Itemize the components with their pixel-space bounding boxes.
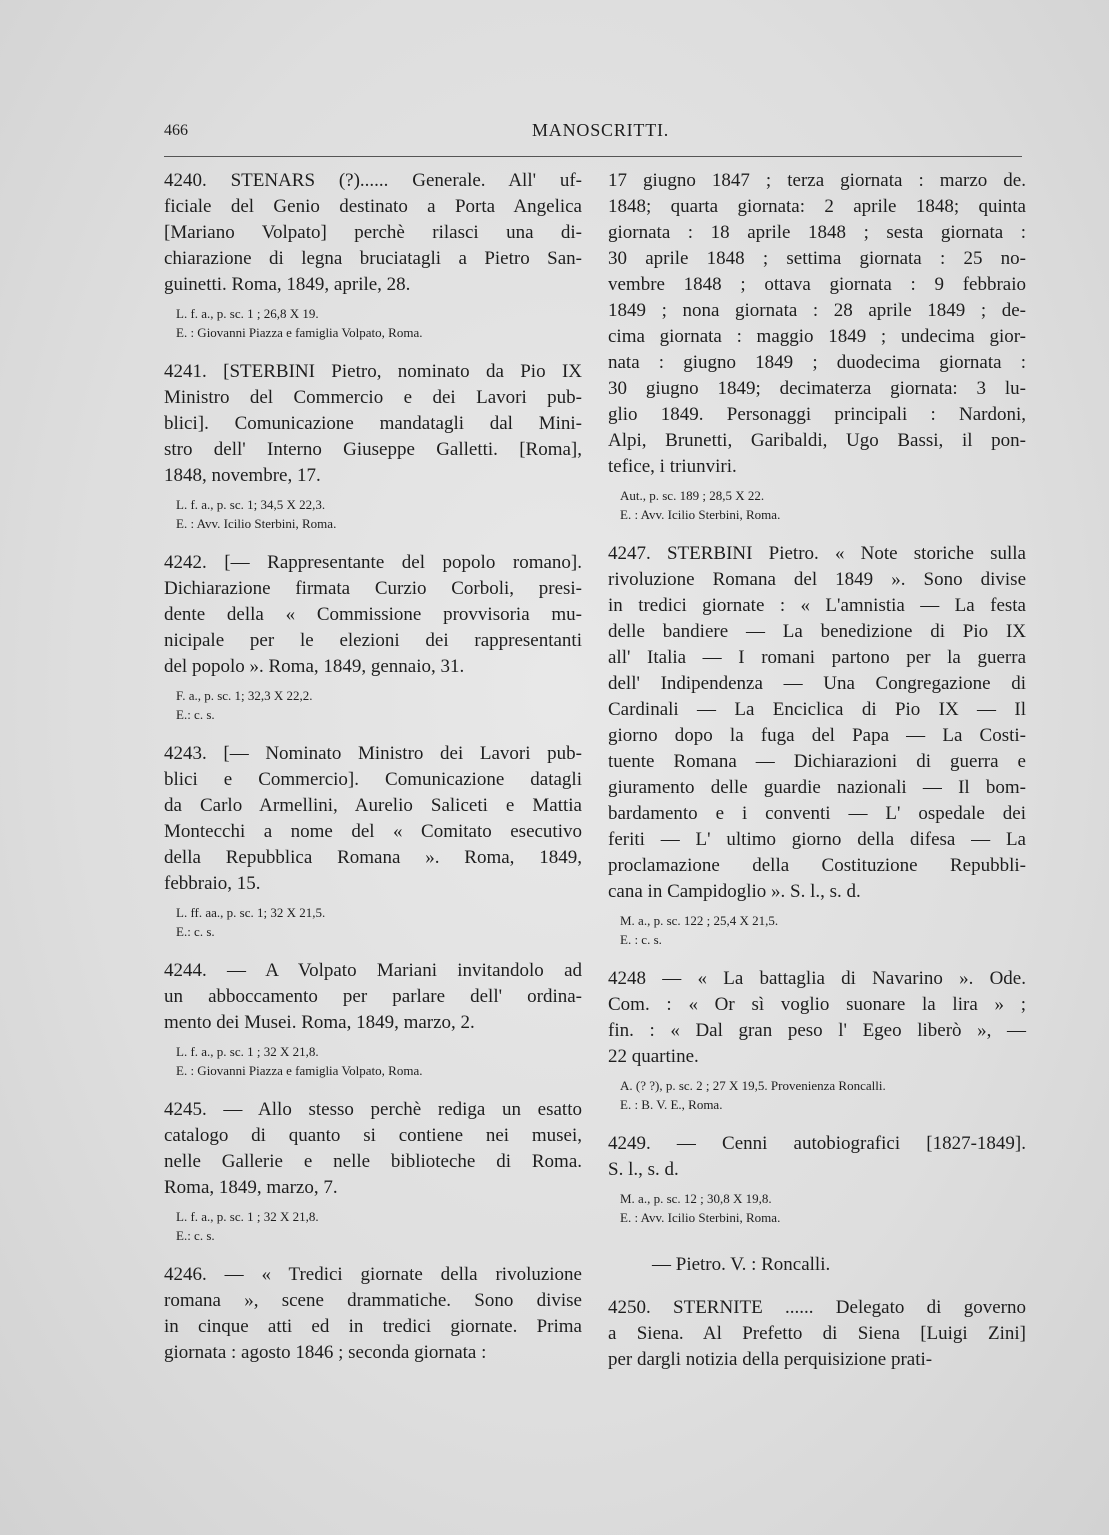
entry-line: giornata : 18 aprile 1848 ; sesta giornata : xyxy=(608,222,1026,243)
entry-note: M. a., p. sc. 122 ; 25,4 X 21,5. xyxy=(620,913,779,928)
entry-line: 22 quartine. xyxy=(608,1046,699,1067)
entry-line: romana », scene drammatiche. Sono divise xyxy=(164,1290,582,1311)
entry-line: giuramento delle guardie nazionali — Il bom- xyxy=(608,777,1026,798)
entry-line: 30 aprile 1848 ; settima giornata : 25 no- xyxy=(608,248,1026,269)
entry-note: L. ff. aa., p. sc. 1; 32 X 21,5. xyxy=(176,905,326,920)
catalog-entry xyxy=(164,958,582,1080)
entry-line: dente della « Commissione provvisoria mu- xyxy=(164,604,582,625)
entry-line: della Repubblica Romana ». Roma, 1849, xyxy=(164,847,582,868)
entry-notes xyxy=(164,1207,582,1245)
entry-line: nata : giugno 1849 ; duodecima giornata : xyxy=(608,352,1026,373)
entry-line: stro dell' Interno Giuseppe Galletti. [Roma], xyxy=(164,439,582,460)
page-number: 466 xyxy=(164,122,188,139)
entry-line: 4241. [STERBINI Pietro, nominato da Pio IX xyxy=(164,361,582,382)
entry-line: vembre 1848 ; ottava giornata : 9 febbraio xyxy=(608,274,1026,295)
entry-line: Montecchi a nome del « Comitato esecutivo xyxy=(164,821,582,842)
entry-line: 4243. [— Nominato Ministro dei Lavori pub- xyxy=(164,743,582,764)
entry-text xyxy=(164,1262,582,1366)
entry-line: catalogo di quanto si contiene nei musei, xyxy=(164,1125,582,1146)
entry-line: glio 1849. Personaggi principali : Nardoni, xyxy=(608,404,1026,425)
entry-notes xyxy=(164,495,582,533)
entry-note: E.: c. s. xyxy=(176,707,215,722)
entry-note: Aut., p. sc. 189 ; 28,5 X 22. xyxy=(620,488,765,503)
entry-notes xyxy=(608,911,1026,949)
entry-line: blici]. Comunicazione mandatagli dal Mini- xyxy=(164,413,582,434)
entry-line: dell' Indipendenza — Una Congregazione di xyxy=(608,673,1026,694)
entry-text xyxy=(164,168,582,298)
entry-text xyxy=(608,541,1026,905)
entry-text xyxy=(608,1131,1026,1183)
entry-line: fin. : « Dal gran peso l' Egeo liberò », — xyxy=(608,1020,1026,1041)
entry-text xyxy=(164,359,582,489)
catalog-entry xyxy=(608,168,1026,524)
entry-line: all' Italia — I romani partono per la guerra xyxy=(608,647,1026,668)
entry-gap xyxy=(164,1080,582,1097)
entry-line: blici e Commercio]. Comunicazione datagli xyxy=(164,769,582,790)
entry-line: 1849 ; nona giornata : 28 aprile 1849 ; de- xyxy=(608,300,1026,321)
entry-line: 4245. — Allo stesso perchè rediga un esatto xyxy=(164,1099,582,1120)
entry-note: F. a., p. sc. 1; 32,3 X 22,2. xyxy=(176,688,313,703)
entry-line: 1848; quarta giornata: 2 aprile 1848; quinta xyxy=(608,196,1026,217)
catalog-entry xyxy=(608,1131,1026,1227)
entry-line: del popolo ». Roma, 1849, gennaio, 31. xyxy=(164,656,465,677)
entry-line: nelle Gallerie e nelle biblioteche di Roma. xyxy=(164,1151,582,1172)
entry-line: nicipale per le elezioni dei rappresentanti xyxy=(164,630,582,651)
entry-line: proclamazione della Costituzione Repubbli- xyxy=(608,855,1026,876)
entry-gap xyxy=(164,1245,582,1262)
entry-line: Cardinali — La Enciclica di Pio IX — Il xyxy=(608,699,1026,720)
entry-note: L. f. a., p. sc. 1 ; 32 X 21,8. xyxy=(176,1209,319,1224)
entry-line: mento dei Musei. Roma, 1849, marzo, 2. xyxy=(164,1012,475,1033)
entry-note: E. : Giovanni Piazza e famiglia Volpato, Roma. xyxy=(176,1063,423,1078)
entry-text xyxy=(164,958,582,1036)
entry-line: 4240. STENARS (?)...... Generale. All' uf- xyxy=(164,170,582,191)
entry-notes xyxy=(608,1076,1026,1114)
catalog-entry xyxy=(164,1262,582,1366)
entry-notes xyxy=(164,1042,582,1080)
entry-text xyxy=(164,741,582,897)
entry-note: E. : c. s. xyxy=(620,932,662,947)
entry-line: chiarazione di legna bruciatagli a Pietro San- xyxy=(164,248,582,269)
entry-line: Dichiarazione firmata Curzio Corboli, presi- xyxy=(164,578,582,599)
entry-text xyxy=(164,1097,582,1201)
entry-note: L. f. a., p. sc. 1 ; 32 X 21,8. xyxy=(176,1044,319,1059)
entry-line: in tredici giornate : « L'amnistia — La festa xyxy=(608,595,1026,616)
entry-note: L. f. a., p. sc. 1; 34,5 X 22,3. xyxy=(176,497,326,512)
catalog-entry xyxy=(608,1295,1026,1373)
catalog-entry xyxy=(164,741,582,941)
entry-line: delle bandiere — La benedizione di Pio IX xyxy=(608,621,1026,642)
entry-line: Alpi, Brunetti, Garibaldi, Ugo Bassi, il pon- xyxy=(608,430,1026,451)
entry-note: E. : Avv. Icilio Sterbini, Roma. xyxy=(176,516,337,531)
entry-gap xyxy=(608,1114,1026,1131)
entry-notes xyxy=(164,686,582,724)
catalog-entry xyxy=(164,168,582,342)
entry-gap xyxy=(164,724,582,741)
header-rule xyxy=(164,156,1022,157)
entry-line: 4249. — Cenni autobiografici [1827-1849]. xyxy=(608,1133,1026,1154)
right-column xyxy=(608,168,1026,1373)
entry-line: ficiale del Genio destinato a Porta Angelica xyxy=(164,196,582,217)
entry-note: E. : Avv. Icilio Sterbini, Roma. xyxy=(620,1210,781,1225)
catalog-entry xyxy=(164,1097,582,1245)
entry-line: 17 giugno 1847 ; terza giornata : marzo de. xyxy=(608,170,1026,191)
entry-note: E. : Giovanni Piazza e famiglia Volpato, Roma. xyxy=(176,325,423,340)
entry-line: [Mariano Volpato] perchè rilasci una di- xyxy=(164,222,582,243)
entry-line: S. l., s. d. xyxy=(608,1159,679,1180)
entry-line: per dargli notizia della perquisizione prati- xyxy=(608,1349,933,1370)
entry-line: 1848, novembre, 17. xyxy=(164,465,321,486)
entry-line: giorno dopo la fuga del Papa — La Costi- xyxy=(608,725,1026,746)
entry-gap xyxy=(608,1278,1026,1295)
entry-line: 4250. STERNITE ...... Delegato di governo xyxy=(608,1297,1026,1318)
entry-line: Com. : « Or sì voglio suonare la lira » ; xyxy=(608,994,1026,1015)
page-header xyxy=(164,118,1024,144)
entry-line: 4246. — « Tredici giornate della rivoluzione xyxy=(164,1264,582,1285)
entry-line: 4247. STERBINI Pietro. « Note storiche sulla xyxy=(608,543,1026,564)
entry-note: M. a., p. sc. 12 ; 30,8 X 19,8. xyxy=(620,1191,772,1206)
catalog-entry xyxy=(164,359,582,533)
entry-line: in cinque atti ed in tredici giornate. Prima xyxy=(164,1316,582,1337)
entry-text xyxy=(608,168,1026,480)
entry-text xyxy=(608,1295,1026,1373)
entry-line: tefice, i triunviri. xyxy=(608,456,737,477)
entry-line: bardamento e i conventi — L' ospedale dei xyxy=(608,803,1026,824)
left-column xyxy=(164,168,582,1366)
entry-line: Roma, 1849, marzo, 7. xyxy=(164,1177,338,1198)
entry-line: cana in Campidoglio ». S. l., s. d. xyxy=(608,881,861,902)
entry-note: E.: c. s. xyxy=(176,1228,215,1243)
entry-text xyxy=(608,966,1026,1070)
entry-note: L. f. a., p. sc. 1 ; 26,8 X 19. xyxy=(176,306,319,321)
entry-line: un abboccamento per parlare dell' ordina- xyxy=(164,986,582,1007)
entry-line: 4244. — A Volpato Mariani invitandolo ad xyxy=(164,960,582,981)
entry-line: Ministro del Commercio e dei Lavori pub- xyxy=(164,387,582,408)
entry-note: E.: c. s. xyxy=(176,924,215,939)
entry-line: feriti — L' ultimo giorno della difesa — La xyxy=(608,829,1026,850)
entry-notes xyxy=(608,1189,1026,1227)
catalog-entry xyxy=(608,541,1026,949)
entry-notes xyxy=(164,304,582,342)
entry-gap xyxy=(608,524,1026,541)
entry-line: febbraio, 15. xyxy=(164,873,261,894)
entry-line: 4248 — « La battaglia di Navarino ». Ode. xyxy=(608,968,1026,989)
catalog-entry xyxy=(608,966,1026,1114)
entry-line: giornata : agosto 1846 ; seconda giornata : xyxy=(164,1342,487,1363)
entry-gap xyxy=(608,1227,1026,1244)
entry-line: tuente Romana — Dichiarazioni di guerra e xyxy=(608,751,1026,772)
entry-gap xyxy=(164,533,582,550)
entry-gap xyxy=(608,949,1026,966)
entry-notes xyxy=(164,903,582,941)
signature-line: — Pietro. V. : Roncalli. xyxy=(652,1254,831,1275)
entry-line: guinetti. Roma, 1849, aprile, 28. xyxy=(164,274,411,295)
entry-gap xyxy=(164,342,582,359)
entry-line: rivoluzione Romana del 1849 ». Sono divise xyxy=(608,569,1026,590)
entry-note: E. : Avv. Icilio Sterbini, Roma. xyxy=(620,507,781,522)
entry-line: 30 giugno 1849; decimaterza giornata: 3 lu- xyxy=(608,378,1026,399)
entry-notes xyxy=(608,486,1026,524)
entry-line: da Carlo Armellini, Aurelio Saliceti e Mattia xyxy=(164,795,582,816)
entry-line: cima giornata : maggio 1849 ; undecima gior- xyxy=(608,326,1026,347)
entry-line: 4242. [— Rappresentante del popolo romano]. xyxy=(164,552,582,573)
entry-text xyxy=(164,550,582,680)
entry-line: a Siena. Al Prefetto di Siena [Luigi Zini] xyxy=(608,1323,1026,1344)
entry-note: A. (? ?), p. sc. 2 ; 27 X 19,5. Provenienza Roncalli. xyxy=(620,1078,886,1093)
entry-gap xyxy=(164,941,582,958)
entry-note: E. : B. V. E., Roma. xyxy=(620,1097,723,1112)
catalog-entry xyxy=(164,550,582,724)
running-title: MANOSCRITTI. xyxy=(532,120,670,140)
